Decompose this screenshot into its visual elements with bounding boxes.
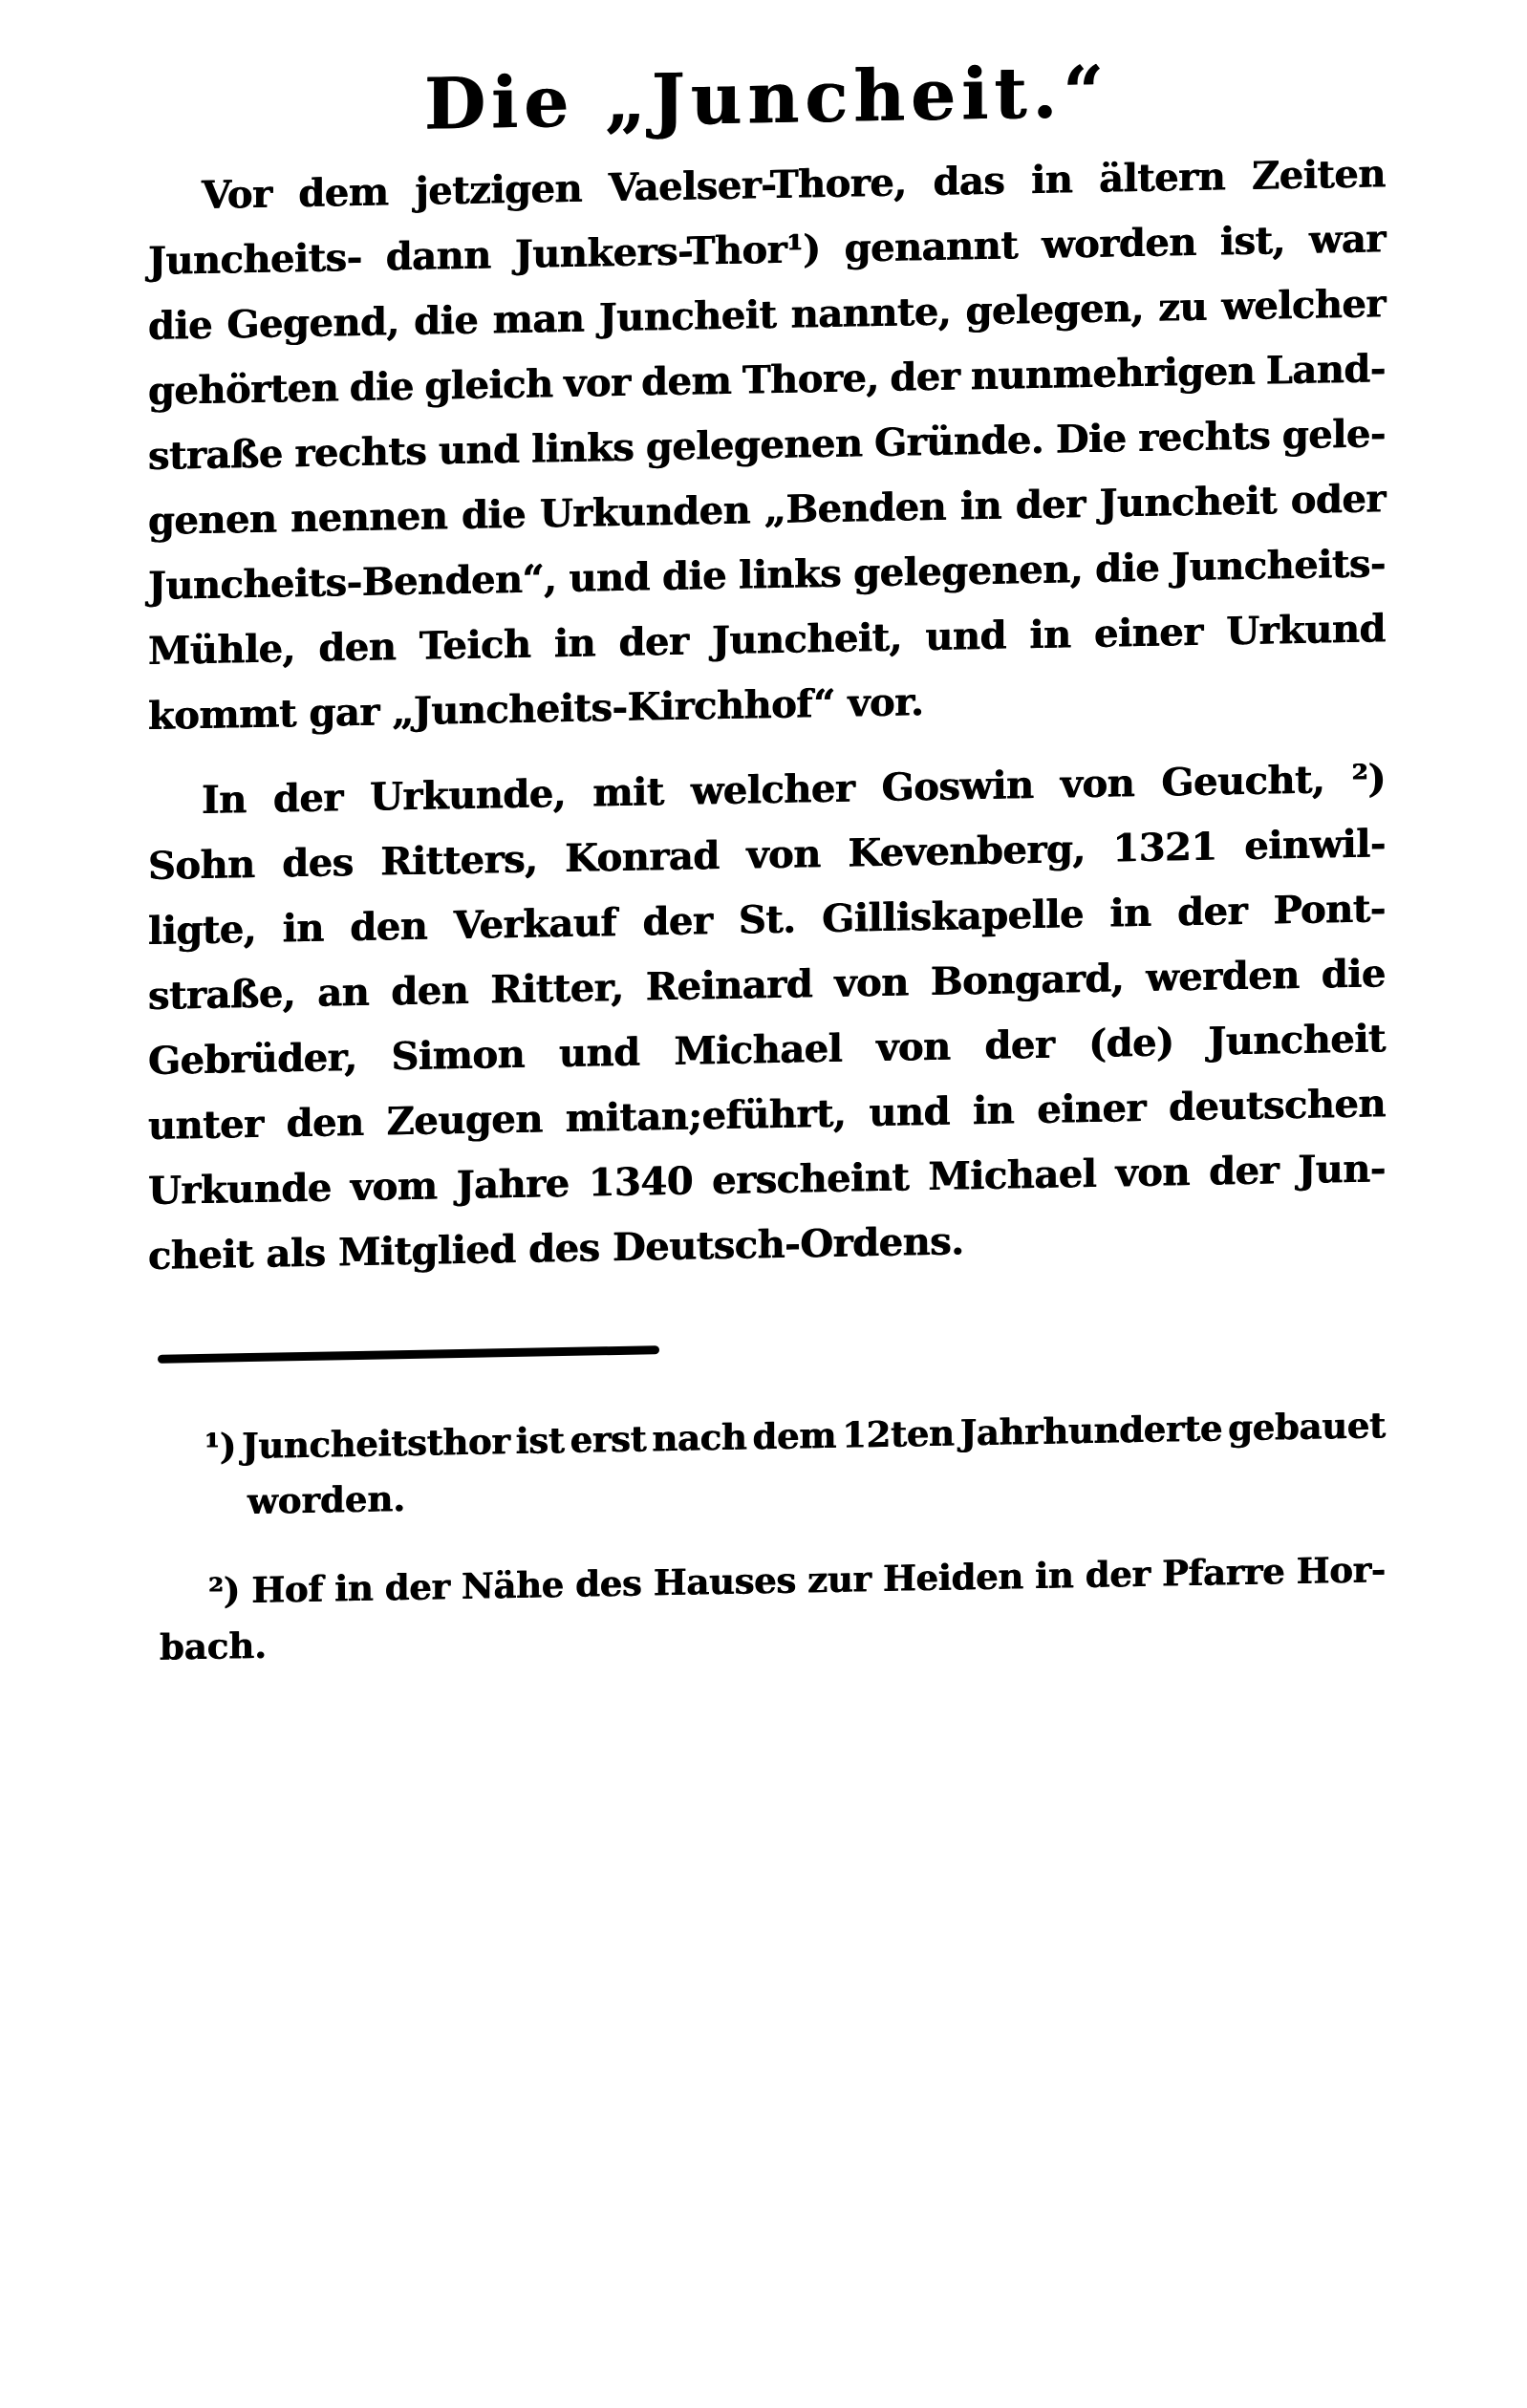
word: Kevenberg, xyxy=(848,827,1086,876)
text-line: cheit als Mitglied des Deutsch-Ordens. xyxy=(148,1218,964,1279)
word: ist, xyxy=(1219,218,1286,265)
word: Urkunden xyxy=(539,487,751,537)
word: man xyxy=(492,295,585,343)
word: Michael xyxy=(928,1150,1097,1200)
word: Juncheit xyxy=(1208,1016,1386,1064)
word: Nähe xyxy=(461,1563,565,1607)
word: Zeiten xyxy=(1252,151,1386,199)
word: Goswin xyxy=(881,763,1034,810)
word: von xyxy=(876,1023,951,1071)
word: einer xyxy=(1094,609,1203,656)
word: in xyxy=(1109,890,1151,936)
word: 12ten xyxy=(842,1411,955,1456)
word: den xyxy=(286,1099,364,1147)
word: Verkauf xyxy=(453,900,617,949)
word: oder xyxy=(1290,476,1386,524)
word: die xyxy=(349,363,414,411)
word: in xyxy=(1029,612,1071,658)
word: ältern xyxy=(1099,154,1226,202)
word: links xyxy=(739,550,842,598)
word: Juncheit xyxy=(1099,478,1278,527)
word: Konrad xyxy=(565,833,720,882)
word: Simon xyxy=(391,1031,526,1080)
word: des xyxy=(575,1561,642,1605)
paragraph-1 xyxy=(148,141,1386,749)
word: Juncheits-Benden“, xyxy=(148,556,557,609)
word: und xyxy=(438,426,520,474)
word: erst xyxy=(570,1417,647,1461)
word: dem xyxy=(641,357,732,405)
word: zur xyxy=(807,1558,871,1602)
word: den xyxy=(391,967,469,1015)
word: Juncheits- xyxy=(1172,541,1386,591)
word: Urkunde xyxy=(148,1165,332,1214)
word: straße, xyxy=(148,971,296,1019)
word: gelegenen xyxy=(645,420,863,470)
footnotes-section xyxy=(148,1397,1386,1675)
footnote-marker: ¹) xyxy=(204,1425,237,1468)
word: Hor- xyxy=(1296,1548,1386,1592)
word: links xyxy=(531,424,634,472)
word: welcher xyxy=(1221,281,1386,330)
word: der xyxy=(642,898,713,945)
word: werden xyxy=(1146,952,1300,1000)
word: den xyxy=(318,624,397,671)
word: und xyxy=(558,1029,640,1077)
word: worden xyxy=(1042,219,1196,268)
word: und xyxy=(569,554,651,601)
word: Jun- xyxy=(1298,1146,1386,1193)
word: des xyxy=(282,840,354,887)
page-title: Die „Juncheit.“ xyxy=(424,51,1109,146)
word: St. xyxy=(738,896,796,943)
word: der xyxy=(272,775,343,822)
word: zu xyxy=(1158,284,1208,331)
word: nunmehrigen xyxy=(970,348,1256,399)
word: deutschen xyxy=(1169,1081,1386,1130)
word: Heiden xyxy=(882,1555,1024,1600)
word: Die xyxy=(1055,416,1127,462)
word: Michael xyxy=(674,1025,843,1074)
word: in xyxy=(959,483,1002,529)
footnote-line: bach. xyxy=(160,1623,268,1668)
word: nennen xyxy=(290,493,448,542)
word: jetzigen xyxy=(415,165,583,214)
word: Pont- xyxy=(1273,886,1386,934)
word: Ritters, xyxy=(380,836,538,885)
word: Mühle, xyxy=(148,626,296,674)
footnote-marker: ²) xyxy=(208,1569,241,1612)
word: Geucht, xyxy=(1161,757,1325,806)
word: den xyxy=(350,903,428,951)
word: 1321 xyxy=(1112,824,1217,871)
word: gleich xyxy=(424,361,553,409)
word: Gebrüder, xyxy=(148,1034,357,1084)
word: nannte, xyxy=(790,289,952,337)
word: Sohn xyxy=(148,841,255,889)
word: gehörten xyxy=(148,365,339,414)
word: welcher xyxy=(690,765,855,814)
word: die xyxy=(1321,951,1386,998)
word: mitan;eführt, xyxy=(565,1090,847,1141)
word: war xyxy=(1309,216,1386,263)
word: Teich xyxy=(419,621,531,669)
word: Gilliskapelle xyxy=(822,892,1084,942)
word: der xyxy=(1209,1148,1280,1194)
footnote-2 xyxy=(148,1541,1386,1675)
word: der xyxy=(1085,1552,1151,1597)
word: Bongard, xyxy=(930,956,1125,1004)
word: gelegen, xyxy=(965,285,1145,334)
word: die xyxy=(662,552,727,600)
word: In xyxy=(202,777,247,823)
word: Hauses xyxy=(653,1559,797,1604)
word: Ritter, xyxy=(490,964,624,1013)
word: Juncheits- xyxy=(148,234,362,284)
word: der xyxy=(1015,482,1086,528)
word: gele- xyxy=(1281,411,1386,459)
text-line: kommt gar „Juncheits-Kirchhof“ vor. xyxy=(148,679,924,739)
word: von xyxy=(1115,1150,1191,1196)
word: in xyxy=(282,905,324,952)
word: dann xyxy=(385,232,491,280)
word: (de) xyxy=(1088,1020,1174,1066)
footnote-1 xyxy=(148,1397,1386,1531)
word: Juncheit, xyxy=(711,614,903,664)
word: rechts xyxy=(294,428,427,477)
word: nach xyxy=(652,1415,747,1460)
word: von xyxy=(834,959,909,1006)
word: Junkers-Thor¹) xyxy=(514,226,821,277)
word: die xyxy=(414,297,479,344)
word: von xyxy=(1060,761,1135,807)
word: gebauet xyxy=(1228,1404,1386,1450)
word: und xyxy=(925,613,1007,660)
word: Juncheitsthor xyxy=(242,1420,510,1468)
paragraph-2 xyxy=(148,746,1386,1289)
word: „Benden xyxy=(764,484,947,533)
word: Hof xyxy=(251,1567,323,1612)
word: ligte, xyxy=(148,906,257,954)
word: erscheint xyxy=(712,1154,910,1204)
word: Juncheit xyxy=(598,291,777,341)
page-content xyxy=(148,0,1386,1675)
word: Pfarre xyxy=(1162,1550,1285,1595)
word: Thore, xyxy=(742,355,879,403)
word: Vaelser-Thore, xyxy=(608,160,907,211)
word: an xyxy=(317,969,370,1016)
word: genen xyxy=(148,496,277,544)
word: Jahrhunderte xyxy=(959,1407,1223,1454)
word: in xyxy=(1035,1554,1074,1597)
footnote-separator-rule xyxy=(158,1345,659,1364)
word: der xyxy=(890,354,960,400)
word: Gegend, xyxy=(226,299,399,348)
word: von xyxy=(746,831,821,878)
word: Zeugen xyxy=(386,1096,543,1145)
word: dem xyxy=(298,169,389,217)
word: der xyxy=(618,618,689,665)
word: Jahre xyxy=(456,1160,570,1209)
word: in xyxy=(553,620,596,667)
word: in xyxy=(1031,157,1073,204)
word: die xyxy=(462,491,527,538)
word: gelegenen, xyxy=(853,547,1084,596)
word: unter xyxy=(148,1101,264,1149)
word: die xyxy=(1095,545,1160,591)
word: dem xyxy=(752,1413,837,1458)
word: in xyxy=(973,1087,1015,1134)
word: ist xyxy=(515,1419,565,1462)
word: vor xyxy=(564,359,631,407)
word: Vor xyxy=(202,171,272,218)
word: das xyxy=(933,158,1005,204)
word: der xyxy=(384,1565,450,1609)
word: Urkunde, xyxy=(370,770,567,820)
word: die xyxy=(148,302,213,349)
word: rechts xyxy=(1138,413,1271,462)
word: vom xyxy=(350,1163,438,1211)
word: ²) xyxy=(1351,756,1386,802)
word: der xyxy=(1177,888,1248,935)
word: Reinard xyxy=(645,961,813,1010)
word: einer xyxy=(1037,1085,1147,1132)
word: 1340 xyxy=(588,1158,694,1206)
word: Land- xyxy=(1265,346,1386,394)
word: in xyxy=(334,1566,374,1610)
word: der xyxy=(984,1021,1055,1068)
word: mit xyxy=(592,769,664,816)
footnote-line: worden. xyxy=(247,1477,406,1523)
word: genannt xyxy=(844,223,1019,271)
word: straße xyxy=(148,431,283,479)
word: Urkund xyxy=(1226,606,1386,655)
word: und xyxy=(869,1088,951,1136)
word: Gründe. xyxy=(874,417,1044,466)
word: einwil- xyxy=(1244,821,1386,869)
